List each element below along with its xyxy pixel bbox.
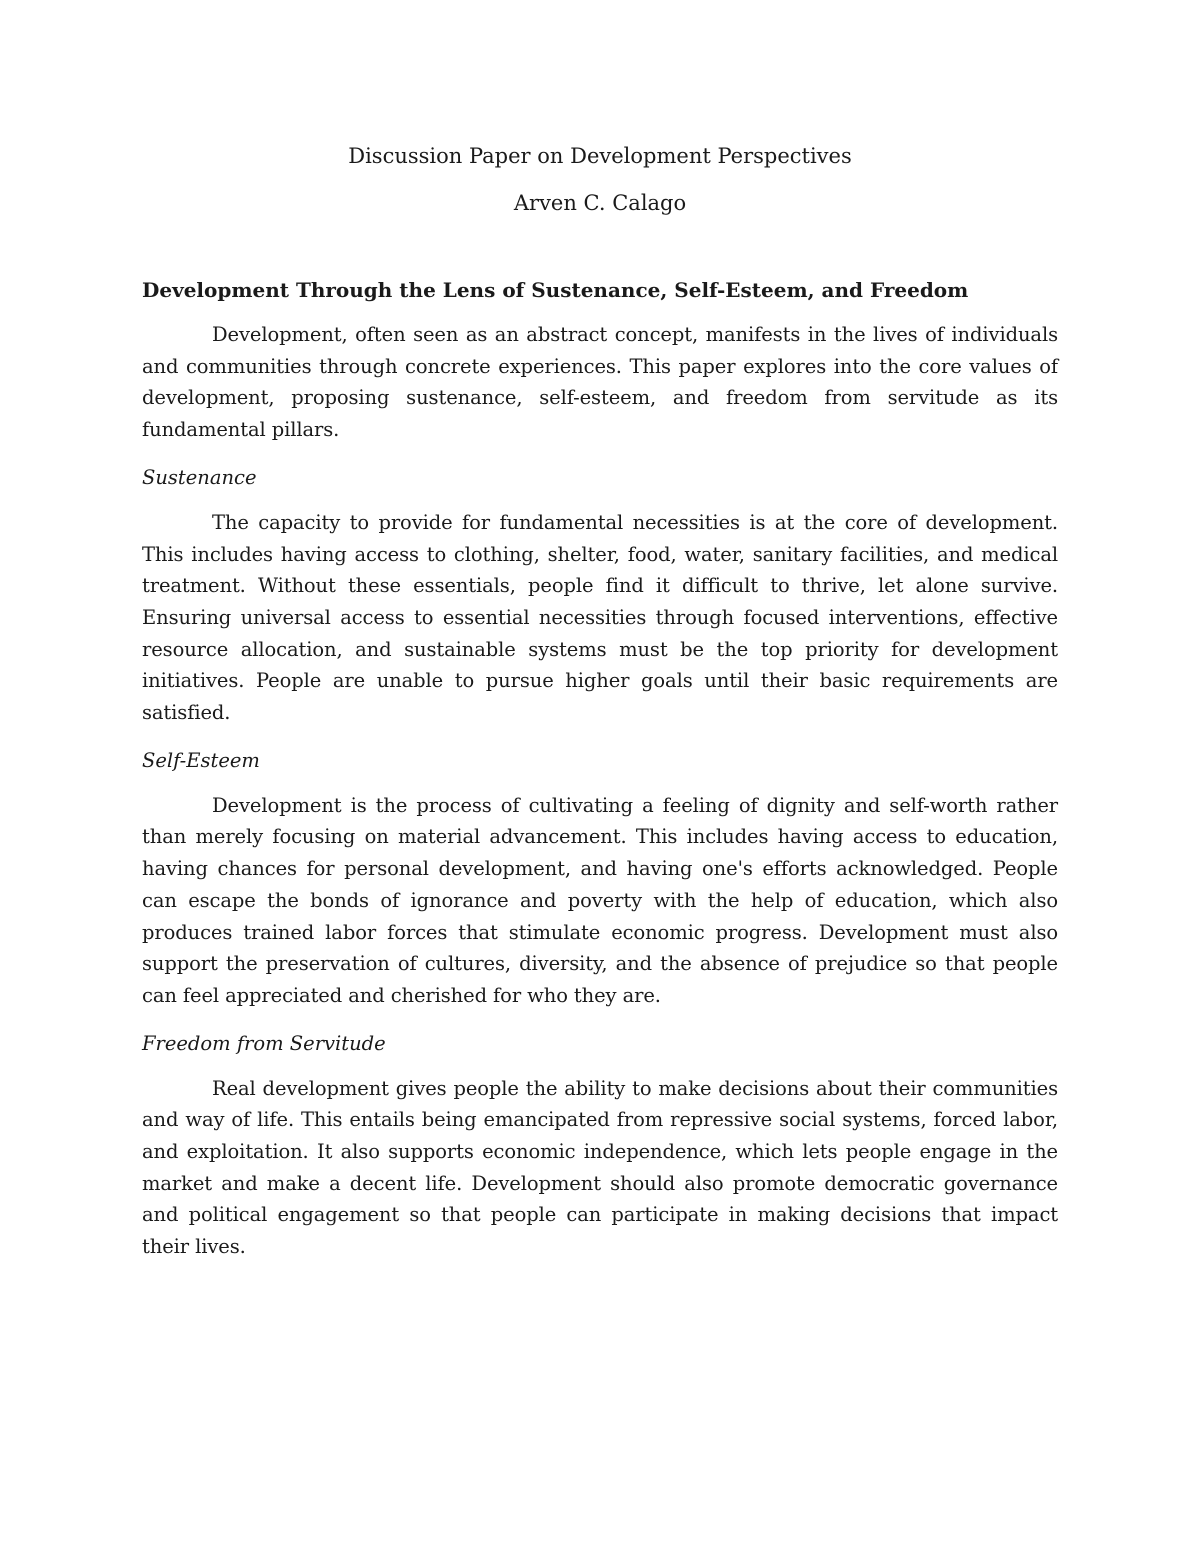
document-title: Discussion Paper on Development Perspectives [348,144,852,168]
subheading-sustenance: Sustenance [142,465,257,489]
subheading-freedom: Freedom from Servitude [142,1031,386,1055]
paragraph-self-esteem: Development is the process of cultivating a feeling of dignity and self-worth rather than merely focusing on material advancement. This includes having access to education, having chances for personal development, and having one's efforts acknowledged. People can escape the bonds of ignorance and poverty with the help of education, which also produces trained labor forces that stimulate economic progress. Development must also support the preservation of cultures, diversity, and the absence of prejudice so that people can feel appreciated and cherished for who they are. [142,793,1058,1007]
paragraph-sustenance: The capacity to provide for fundamental necessities is at the core of development. This includes having access to clothing, shelter, food, water, sanitary facilities, and medical treatment. Without these essentials, people find it difficult to thrive, let alone survive. Ensuring universal access to essential necessities through focused interventions, effective resource allocation, and sustainable systems must be the top priority for development initiatives. People are unable to pursue higher goals until their basic requirements are satisfied. [142,510,1058,725]
document-page [142,138,1058,1263]
subheading-self-esteem: Self-Esteem [142,748,260,772]
section-heading: Development Through the Lens of Sustenance, Self-Esteem, and Freedom [142,278,969,302]
intro-paragraph: Development, often seen as an abstract concept, manifests in the lives of individuals and communities through concrete experiences. This paper explores into the core values of development, proposing sustenance, self-esteem, and freedom from servitude as its fundamental pillars. [142,323,1058,442]
document-author: Arven C. Calago [513,191,687,215]
paragraph-freedom: Real development gives people the ability to make decisions about their communities and way of life. This entails being emancipated from repressive social systems, forced labor, and exploitation. It also supports economic independence, which lets people engage in the market and make a decent life. Development should also promote democratic governance and political engagement so that people can participate in making decisions that impact their lives. [142,1076,1058,1259]
